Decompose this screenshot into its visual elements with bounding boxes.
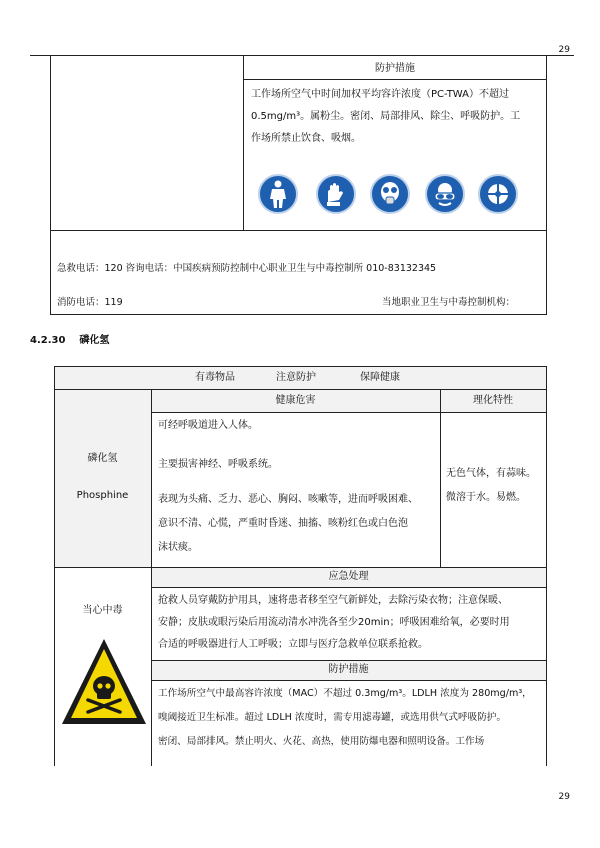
props-header: 理化特性	[473, 395, 513, 406]
banner-toxic: 有毒物品	[195, 372, 235, 383]
respirator-icon	[478, 174, 518, 214]
fire-phone: 消防电话：119	[57, 297, 123, 308]
safety-goggles-icon	[425, 174, 465, 214]
protective-suit-icon	[258, 174, 298, 214]
warning-label: 当心中毒	[82, 605, 123, 616]
page-number-bottom: 29	[558, 792, 570, 802]
toxic-warning-sign-icon	[60, 636, 148, 728]
section-title: 磷化氢	[79, 335, 110, 346]
page-number-top: 29	[558, 45, 570, 55]
upper-protection-text: 工作场所空气中时间加权平均容许浓度（PC-TWA）不超过 0.5mg/m³。属粉尘。密闭、局部排风、除尘、呼吸防护。工 作场所禁止饮食、吸烟。	[251, 89, 521, 144]
protective-gloves-icon	[316, 174, 356, 214]
banner-health: 保障健康	[360, 372, 400, 383]
substance-name-en: Phosphine	[76, 490, 129, 501]
emergency-line-1: 抢救人员穿戴防护用具，速将患者移至空气新鲜处，去除污染衣物；注意保暖、	[158, 595, 508, 606]
section-heading	[30, 334, 109, 348]
health-header: 健康危害	[275, 395, 316, 406]
health-line-2: 主要损害神经、呼吸系统。	[158, 459, 278, 470]
banner-caution: 注意防护	[276, 372, 316, 383]
gas-mask-icon	[370, 174, 410, 214]
emergency-line-3: 合适的呼吸器进行人工呼吸；立即与医疗急救单位联系抢救。	[158, 639, 428, 650]
substance-name-cn: 磷化氢	[87, 453, 118, 464]
emergency-phone-line: 急救电话：120 咨询电话：中国疾病预防控制中心职业卫生与中毒控制所 010-83132345	[57, 263, 437, 274]
substance-col-bg	[54, 389, 151, 567]
upper-protection-header: 防护措施	[375, 63, 415, 74]
emergency-line-2: 安静；皮肤或眼污染后用流动清水冲洗各至少20min；呼吸困难给氧，必要时用	[158, 617, 510, 628]
health-line-5: 沫状痰。	[158, 542, 198, 553]
protection-line-3: 密闭、局部排风。禁止明火、火花、高热，使用防爆电器和照明设备。工作场	[158, 736, 485, 747]
props-line-2: 微溶于水。易燃。	[446, 492, 526, 503]
protection-header: 防护措施	[328, 664, 369, 675]
props-line-1: 无色气体，有蒜味。	[446, 468, 536, 479]
section-number: 4.2.30	[30, 335, 66, 346]
health-line-4: 意识不清、心慌，严重时昏迷、抽搐、咳粉红色或白色泡	[158, 518, 408, 529]
header-rule	[30, 55, 574, 56]
protection-line-1: 工作场所空气中最高容许浓度（MAC）不超过 0.3mg/m³。LDLH 浓度为 280mg/m³，	[158, 688, 532, 699]
health-line-1: 可经呼吸道进入人体。	[158, 420, 258, 431]
health-line-3: 表现为头痛、乏力、恶心、胸闷、咳嗽等，进而呼吸困难、	[158, 494, 418, 505]
local-agency: 当地职业卫生与中毒控制机构：	[382, 297, 516, 308]
protection-line-2: 嗅阈接近卫生标准。超过 LDLH 浓度时，需专用滤毒罐，或选用供气式呼吸防护。	[158, 712, 506, 723]
emergency-header: 应急处理	[328, 571, 369, 582]
